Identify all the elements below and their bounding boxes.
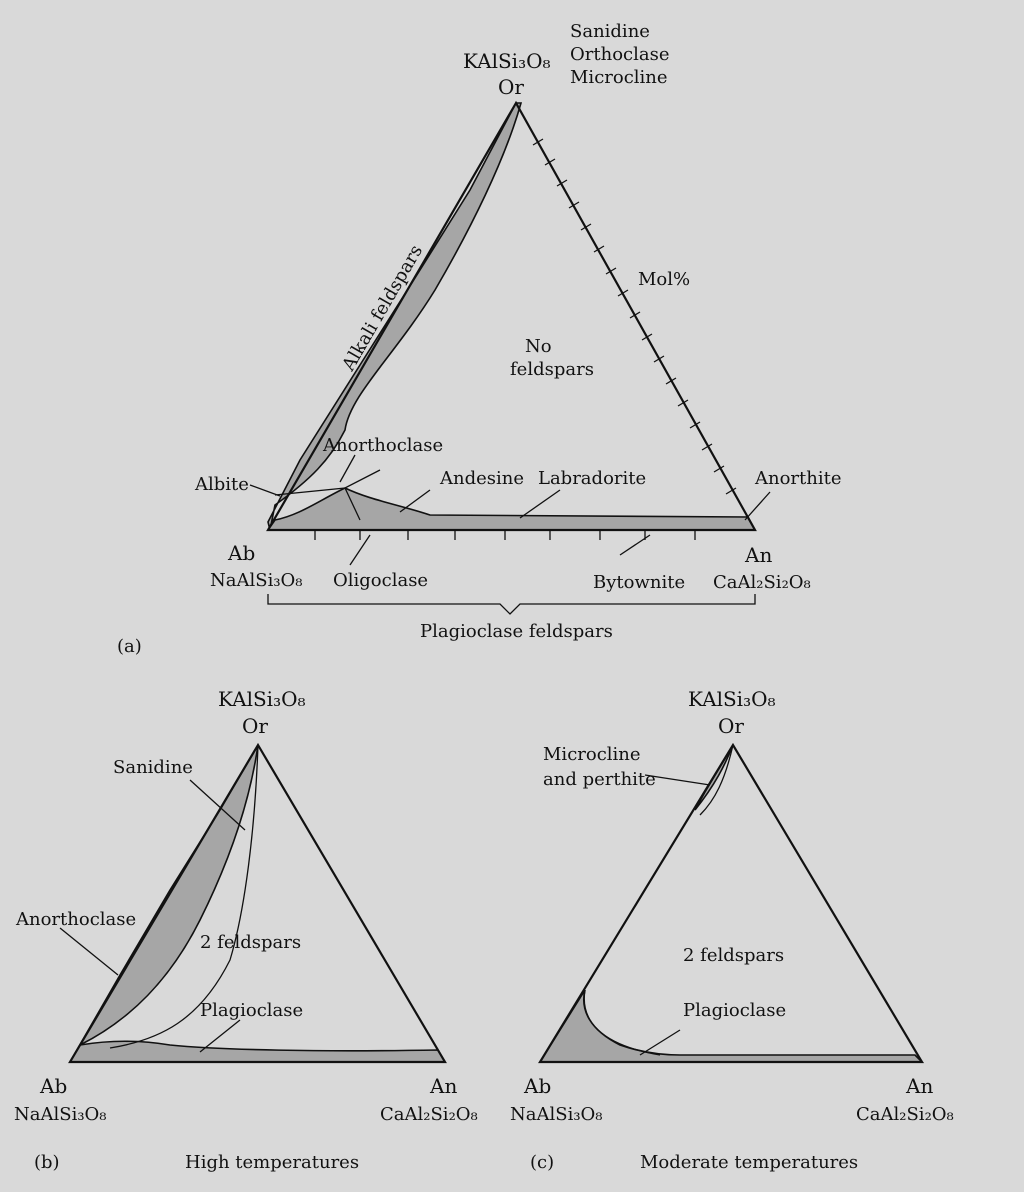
plagioclase-feldspar-field [268, 488, 755, 530]
ab-formula-b: NaAlSi₃O₈ [14, 1104, 107, 1125]
ab-formula-c: NaAlSi₃O₈ [510, 1104, 603, 1125]
an-formula-c: CaAl₂Si₂O₈ [856, 1104, 954, 1125]
an-vertex-b: An [430, 1074, 458, 1098]
plagioclase-feldspars-label: Plagioclase feldspars [420, 621, 613, 642]
anorthoclase-leader-b [60, 928, 118, 975]
or-formula-b: KAlSi₃O₈ [218, 687, 306, 711]
panel-a [117, 21, 842, 657]
ab-vertex-b: Ab [40, 1074, 68, 1098]
triangle-outline-a [268, 103, 755, 530]
or-vertex-b: Or [242, 714, 268, 738]
plagioclase-bracket [268, 594, 755, 614]
an-vertex-c: An [906, 1074, 934, 1098]
microcline-label-1: Microcline [543, 744, 641, 765]
labradorite-label: Labradorite [538, 468, 647, 489]
oligoclase-label: Oligoclase [333, 570, 429, 591]
no-feldspars-label-1: No [525, 336, 552, 357]
no-feldspars-label-2: feldspars [510, 359, 594, 380]
anorthoclase-label-a: Anorthoclase [323, 435, 444, 456]
plagioclase-leader-c [640, 1030, 680, 1055]
ab-vertex-c: Ab [524, 1074, 552, 1098]
caption-c: Moderate temperatures [640, 1152, 859, 1173]
bottom-edge-ticks [315, 530, 695, 540]
two-feldspars-label-b: 2 feldspars [200, 932, 302, 953]
an-formula-a: CaAl₂Si₂O₈ [713, 572, 811, 593]
plagioclase-leader-b [200, 1020, 240, 1052]
an-vertex-a: An [745, 543, 773, 567]
albite-leader [250, 485, 280, 496]
albite-label: Albite [195, 474, 249, 495]
orthoclase-label-a: Orthoclase [570, 44, 670, 65]
caption-b: High temperatures [185, 1152, 360, 1173]
andesine-leader [400, 490, 430, 512]
anorthoclase-leader [340, 455, 355, 482]
labradorite-leader [520, 490, 560, 518]
ab-formula-a: NaAlSi₃O₈ [210, 570, 303, 591]
plagioclase-label-c: Plagioclase [683, 1000, 787, 1021]
or-vertex-a: Or [498, 75, 524, 99]
anorthite-leader [745, 492, 770, 520]
anorthite-label: Anorthite [755, 468, 842, 489]
two-feldspars-label-c: 2 feldspars [683, 945, 785, 966]
panel-c [510, 687, 954, 1173]
panel-b [14, 687, 478, 1173]
bytownite-label: Bytownite [593, 572, 686, 593]
or-formula-a: KAlSi₃O₈ [463, 49, 551, 73]
andesine-label: Andesine [440, 468, 525, 489]
sanidine-label-a: Sanidine [570, 21, 650, 42]
ab-vertex-a: Ab [228, 541, 256, 565]
bytownite-leader [620, 535, 650, 555]
panel-tag-a: (a) [117, 636, 142, 657]
an-formula-b: CaAl₂Si₂O₈ [380, 1104, 478, 1125]
anorthoclase-label-b: Anorthoclase [16, 909, 137, 930]
or-vertex-c: Or [718, 714, 744, 738]
panel-tag-c: (c) [530, 1152, 555, 1173]
microcline-label-a: Microcline [570, 67, 668, 88]
sanidine-label-b: Sanidine [113, 757, 193, 778]
panel-tag-b: (b) [34, 1152, 60, 1173]
or-formula-c: KAlSi₃O₈ [688, 687, 776, 711]
plagioclase-label-b: Plagioclase [200, 1000, 304, 1021]
microcline-label-2: and perthite [543, 769, 656, 790]
alkali-feldspars-label: Alkali feldspars [338, 241, 428, 375]
mol-percent-label: Mol% [638, 269, 691, 290]
